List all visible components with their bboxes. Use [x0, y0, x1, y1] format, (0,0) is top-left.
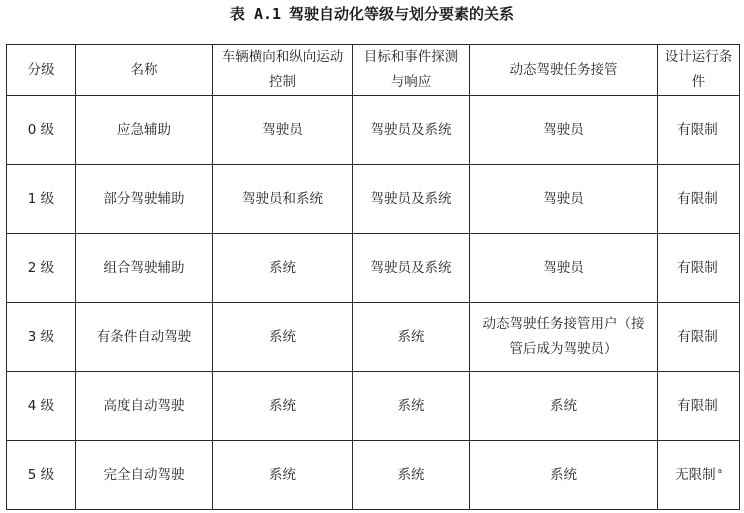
cell-odd-text: 有限制 [677, 397, 718, 414]
table-row [7, 372, 740, 441]
cell-motion-control: 系统 [213, 372, 353, 441]
cell-level: 0 级 [7, 96, 76, 165]
cell-takeover: 驾驶员 [470, 234, 658, 303]
cell-motion-control: 驾驶员 [213, 96, 353, 165]
table-row [7, 441, 740, 510]
cell-level: 3 级 [7, 303, 76, 372]
cell-level: 1 级 [7, 165, 76, 234]
table-caption-id: 表 A.1 [229, 5, 282, 23]
cell-oedr: 系统 [353, 303, 470, 372]
table-row [7, 96, 740, 165]
cell-odd [658, 303, 740, 372]
table-row [7, 303, 740, 372]
cell-odd [658, 234, 740, 303]
cell-name: 有条件自动驾驶 [76, 303, 213, 372]
header-takeover: 动态驾驶任务接管 [470, 45, 658, 96]
cell-oedr: 驾驶员及系统 [353, 165, 470, 234]
header-level: 分级 [7, 45, 76, 96]
cell-takeover: 驾驶员 [470, 165, 658, 234]
cell-odd-text: 有限制 [677, 190, 718, 207]
cell-name: 完全自动驾驶 [76, 441, 213, 510]
cell-name: 应急辅助 [76, 96, 213, 165]
cell-level: 4 级 [7, 372, 76, 441]
cell-odd [658, 372, 740, 441]
cell-oedr: 系统 [353, 372, 470, 441]
cell-motion-control: 驾驶员和系统 [213, 165, 353, 234]
header-motion-control: 车辆横向和纵向运动控制 [213, 45, 353, 96]
table-row [7, 234, 740, 303]
cell-level: 2 级 [7, 234, 76, 303]
odd-footnote-mark: a [717, 467, 722, 475]
cell-odd [658, 165, 740, 234]
header-odd: 设计运行条件 [658, 45, 740, 96]
cell-name: 组合驾驶辅助 [76, 234, 213, 303]
table-caption-title: 驾驶自动化等级与划分要素的关系 [289, 5, 515, 23]
cell-level: 5 级 [7, 441, 76, 510]
cell-odd-text: 无限制 [675, 466, 716, 483]
cell-oedr: 系统 [353, 441, 470, 510]
automation-level-table [6, 44, 740, 510]
cell-name: 高度自动驾驶 [76, 372, 213, 441]
cell-takeover: 系统 [470, 441, 658, 510]
cell-odd [658, 441, 740, 510]
cell-odd-text: 有限制 [677, 259, 718, 276]
cell-takeover: 动态驾驶任务接管用户（接管后成为驾驶员） [470, 303, 658, 372]
header-name: 名称 [76, 45, 213, 96]
cell-name: 部分驾驶辅助 [76, 165, 213, 234]
table-row [7, 165, 740, 234]
cell-takeover: 系统 [470, 372, 658, 441]
cell-oedr: 驾驶员及系统 [353, 234, 470, 303]
header-oedr: 目标和事件探测与响应 [353, 45, 470, 96]
cell-odd [658, 96, 740, 165]
table-header-row [7, 45, 740, 96]
cell-takeover: 驾驶员 [470, 96, 658, 165]
cell-odd-text: 有限制 [677, 121, 718, 138]
cell-oedr: 驾驶员及系统 [353, 96, 470, 165]
cell-motion-control: 系统 [213, 303, 353, 372]
cell-motion-control: 系统 [213, 441, 353, 510]
cell-odd-text: 有限制 [677, 328, 718, 345]
cell-motion-control: 系统 [213, 234, 353, 303]
table-caption [0, 4, 744, 24]
